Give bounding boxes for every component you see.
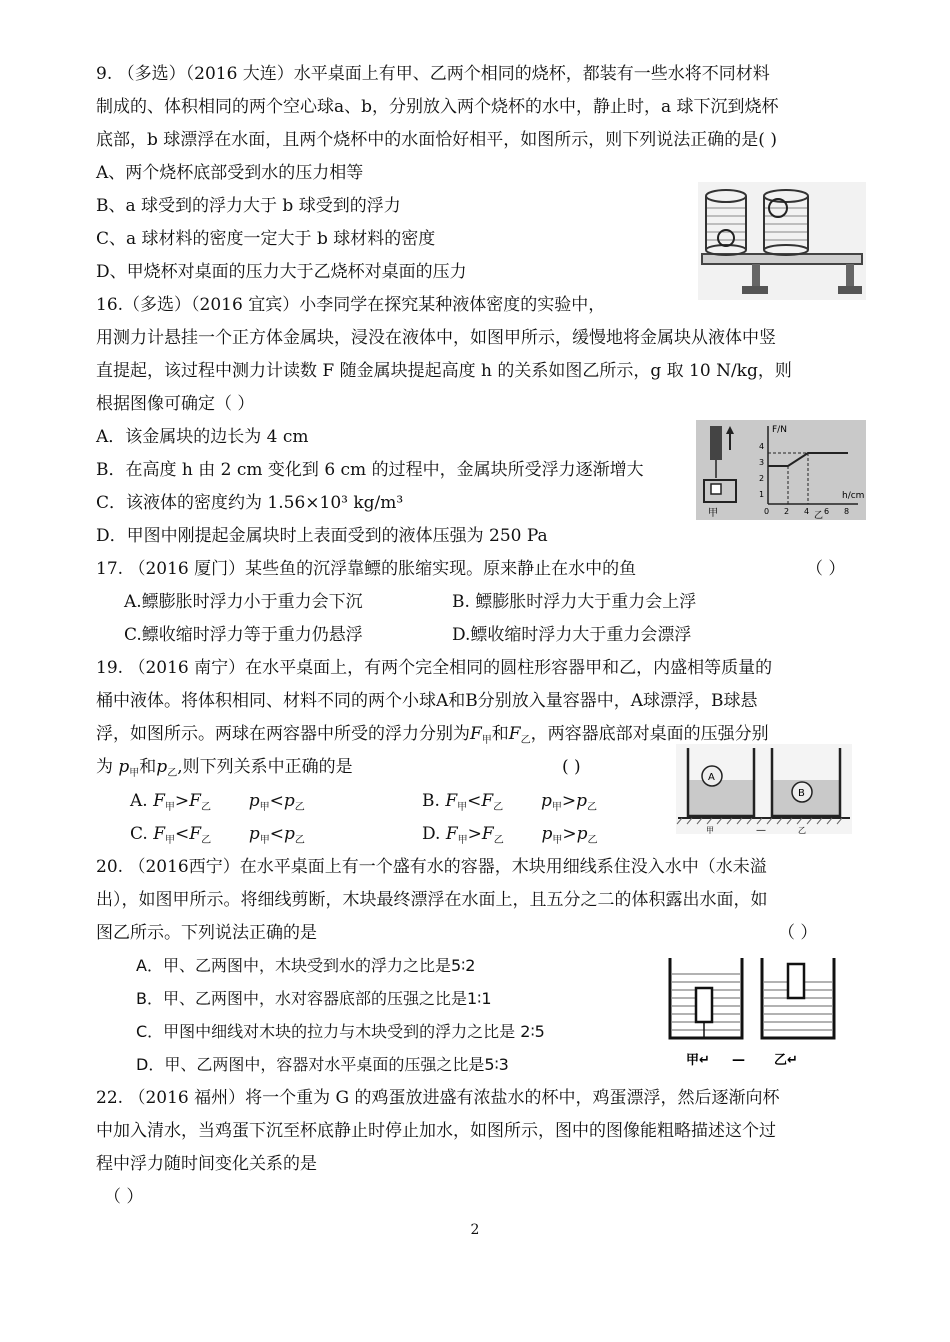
q9-option-b: B、a 球受到的浮力大于 b 球受到的浮力	[96, 196, 401, 216]
q16-line2: 用测力计悬挂一个正方体金属块，浸没在液体中，如图甲所示，缓慢地将金属块从液体中竖	[96, 328, 776, 348]
q19-line3: 浮，如图所示。两球在两容器中所受的浮力分别为$F_甲$和$F_乙$，两容器底部对桌面的压强分别	[96, 724, 769, 746]
q16-fig-xtick-0: 0	[764, 507, 770, 516]
q17-option-d: D.鳔收缩时浮力大于重力会漂浮	[452, 625, 692, 645]
q16-fig-ytick-4: 4	[759, 442, 765, 451]
q16-fig-y-label: F/N	[772, 425, 787, 435]
q16-fig-x-label: h/cm	[842, 491, 865, 501]
q19-option-b: B. $F_甲<F_乙$ $p_甲>p_乙$	[422, 791, 598, 813]
q20-paren: （ ）	[778, 923, 818, 943]
q16-option-d: D．甲图中刚提起金属块时上表面受到的液体压强为 250 Pa	[96, 526, 548, 546]
q17-option-b: B. 鳔膨胀时浮力大于重力会上浮	[452, 592, 697, 612]
page-number: 2	[470, 1222, 480, 1238]
q9-option-a: A、两个烧杯底部受到水的压力相等	[96, 163, 364, 183]
q22-line3: 程中浮力随时间变化关系的是	[96, 1154, 317, 1174]
q9-line1: 9. （多选）（2016 大连）水平桌面上有甲、乙两个相同的烧杯，都装有一些水将不同材料	[96, 64, 770, 84]
q16-figure	[696, 420, 866, 520]
q16-line1: 16.（多选）（2016 宜宾）小李同学在探究某种液体密度的实验中，	[96, 295, 606, 315]
q19-fig-label-jia: 甲	[706, 826, 714, 834]
q19-fig-ball-b: B	[798, 788, 805, 799]
q17-option-c: C.鳔收缩时浮力等于重力仍悬浮	[124, 625, 363, 645]
q19-line1: 19. （2016 南宁）在水平桌面上，有两个完全相同的圆柱形容器甲和乙，内盛相等质量的	[96, 658, 773, 678]
q20-option-b: B．甲、乙两图中，水对容器底部的压强之比是1∶1	[136, 989, 492, 1008]
q9-option-d: D、甲烧杯对桌面的压力大于乙烧杯对桌面的压力	[96, 262, 467, 282]
q20-line2: 出），如图甲所示。将细线剪断，木块最终漂浮在水面上，且五分之二的体积露出水面，如	[96, 890, 768, 910]
q20-fig-label-jia: 甲↵	[686, 1053, 710, 1068]
q19-containers-figure	[676, 744, 852, 834]
q19-option-c: C. $F_甲<F_乙$ $p_甲<p_乙$	[130, 824, 305, 846]
q16-fig-ytick-3: 3	[759, 458, 765, 467]
q16-fig-xtick-6: 6	[824, 507, 830, 516]
q20-fig-dash: —	[732, 1053, 745, 1068]
q9-line3: 底部，b 球漂浮在水面，且两个烧杯中的水面恰好相平，如图所示，则下列说法正确的是( )	[96, 130, 777, 150]
q19-fig-dash: —	[756, 825, 766, 834]
q9-beakers-figure	[698, 182, 866, 300]
q16-fig-xtick-4: 4	[804, 507, 810, 516]
q9-line2: 制成的、体积相同的两个空心球a、b，分别放入两个烧杯的水中，静止时，a 球下沉到烧杯	[96, 97, 779, 117]
q16-fig-ytick-2: 2	[759, 474, 765, 483]
q16-fig-ytick-1: 1	[759, 490, 765, 499]
q20-option-c: C．甲图中细线对木块的拉力与木块受到的浮力之比是 2∶5	[136, 1022, 545, 1041]
q16-line3: 直提起，该过程中测力计读数 F 随金属块提起高度 h 的关系如图乙所示，g 取 10 N/kg，则	[96, 361, 792, 381]
q16-fig-label-jia: 甲	[708, 508, 718, 519]
q20-fig-label-yi: 乙↵	[774, 1053, 798, 1068]
q19-line2: 桶中液体。将体积相同、材料不同的两个小球A和B分别放入量容器中，A球漂浮，B球悬	[96, 691, 758, 711]
q17-paren: （ ）	[806, 559, 846, 579]
q22-line2: 中加入清水，当鸡蛋下沉至杯底静止时停止加水，如图所示，图中的图像能粗略描述这个过	[96, 1121, 776, 1141]
q19-option-d: D. $F_甲>F_乙$ $p_甲>p_乙$	[422, 824, 598, 846]
q19-fig-label-yi: 乙	[798, 826, 806, 834]
q16-option-c: C．该液体的密度约为 1.56×10³ kg/m³	[96, 493, 404, 513]
q9-option-c: C、a 球材料的密度一定大于 b 球材料的密度	[96, 229, 436, 249]
q19-paren: ( )	[562, 757, 581, 777]
q17-line1: 17. （2016 厦门）某些鱼的沉浮靠鳔的胀缩实现。原来静止在水中的鱼	[96, 559, 637, 579]
q16-fig-label-yi: 乙	[814, 511, 824, 520]
q22-paren: （ ）	[104, 1187, 144, 1207]
q17-option-a: A.鳔膨胀时浮力小于重力会下沉	[124, 592, 363, 612]
q19-line4: 为 $p_甲$和$p_乙$,则下列关系中正确的是	[96, 757, 353, 779]
q16-fig-xtick-8: 8	[844, 507, 850, 516]
q20-line1: 20. （2016西宁）在水平桌面上有一个盛有水的容器，木块用细线系住没入水中（水未溢	[96, 857, 767, 877]
q16-fig-xtick-2: 2	[784, 507, 790, 516]
q20-line3: 图乙所示。下列说法正确的是	[96, 923, 317, 943]
q20-option-a: A．甲、乙两图中，木块受到水的浮力之比是5∶2	[136, 956, 476, 975]
q22-line1: 22. （2016 福州）将一个重为 G 的鸡蛋放进盛有浓盐水的杯中，鸡蛋漂浮，然后逐渐向杯	[96, 1088, 780, 1108]
q16-option-a: A．该金属块的边长为 4 cm	[96, 427, 309, 447]
q19-option-a: A. $F_甲>F_乙$ $p_甲<p_乙$	[130, 791, 305, 813]
q19-fig-ball-a: A	[708, 772, 715, 783]
q16-line4: 根据图像可确定（ ）	[96, 394, 255, 414]
q16-option-b: B．在高度 h 由 2 cm 变化到 6 cm 的过程中，金属块所受浮力逐渐增大	[96, 460, 644, 480]
q20-option-d: D．甲、乙两图中，容器对水平桌面的压强之比是5∶3	[136, 1055, 509, 1074]
q20-containers-figure	[660, 952, 850, 1078]
